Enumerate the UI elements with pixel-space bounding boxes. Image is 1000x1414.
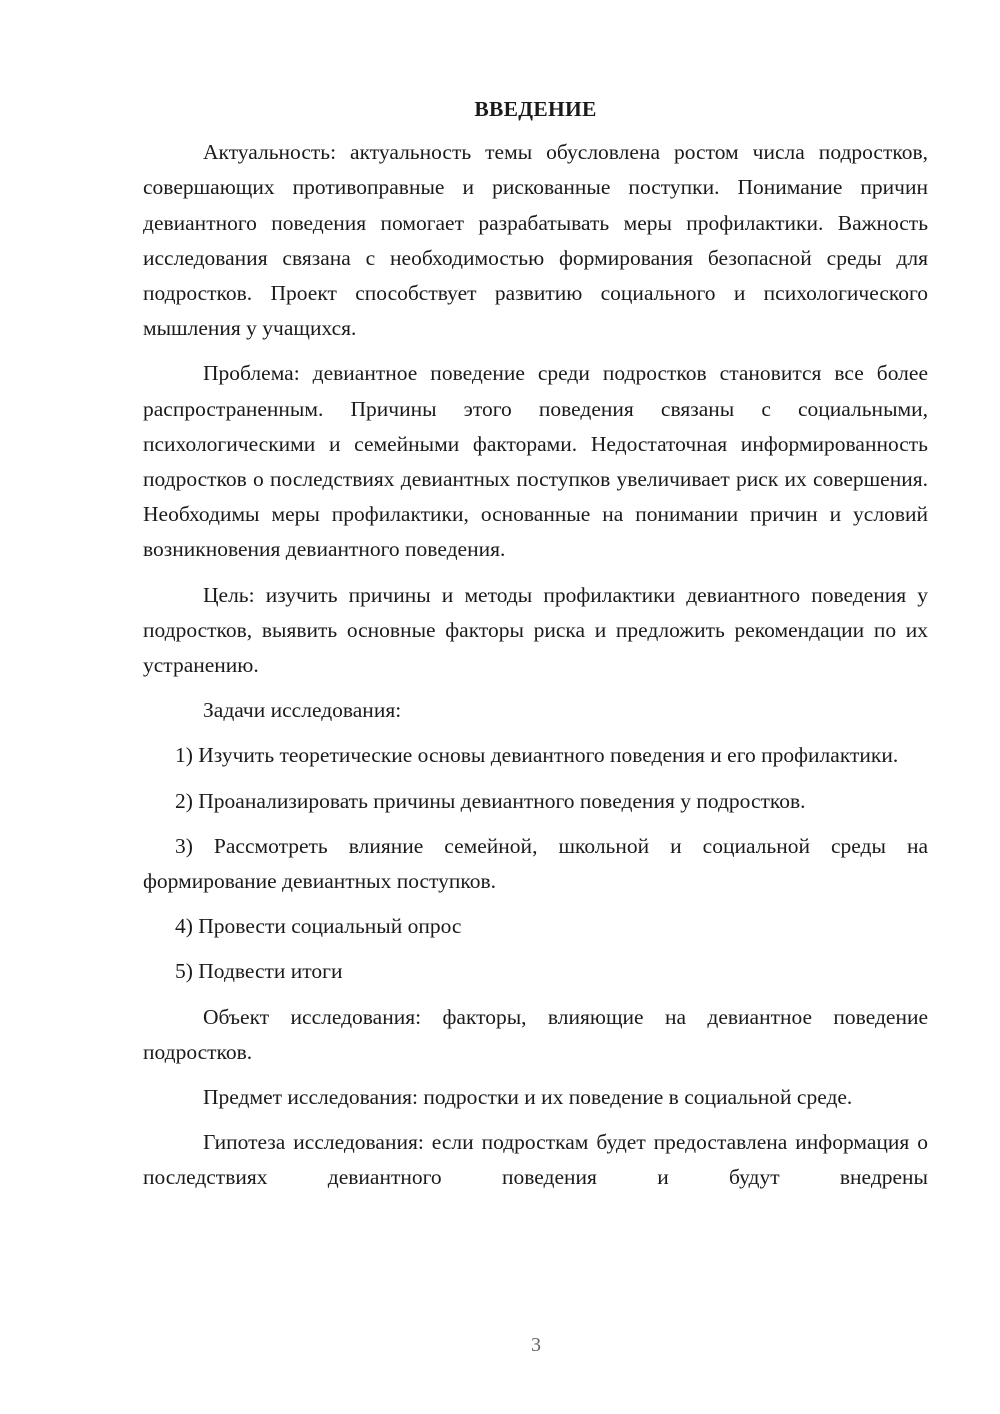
tasks-title: Задачи исследования: — [203, 698, 402, 723]
task-item-4: 4) Провести социальный опрос — [175, 914, 462, 939]
subject-paragraph: Предмет исследования: подростки и их поведение в социальной среде. — [203, 1085, 853, 1110]
task-item-2: 2) Проанализировать причины девиантного поведения у подростков. — [175, 788, 806, 813]
page-number: 3 — [531, 1334, 541, 1356]
task-item-3: 3) Рассмотреть влияние семейной, школьной и социальной среды на формирование девиантных поступков. — [143, 833, 928, 894]
document-page — [143, 92, 928, 1206]
task-item-5: 5) Подвести итоги — [175, 959, 343, 984]
goal-paragraph: Цель: изучить причины и методы профилактики девиантного поведения у подростков, выявить основные факторы риска и предложить рекомендации по их устранению. — [143, 582, 928, 678]
task-item-1: 1) Изучить теоретические основы девиантного поведения и его профилактики. — [175, 743, 899, 768]
hypothesis-paragraph: Гипотеза исследования: если подросткам будет предоставлена информация о последствиях девиантного поведения и будут внедрены — [143, 1130, 928, 1190]
problem-paragraph: Проблема: девиантное поведение среди подростков становится все более распространенным. Причины этого поведения связаны с социальными, психологическими и семейными факторами. Недостаточная информированность подростков о последствиях девиантных поступков увеличивает риск их совершения. Необходимы меры профилактики, основанные на понимании причин и условий возникновения девиантного поведения. — [143, 361, 928, 562]
object-paragraph: Объект исследования: факторы, влияющие на девиантное поведение подростков. — [143, 1004, 928, 1064]
relevance-paragraph: Актуальность: актуальность темы обусловлена ростом числа подростков, совершающих противоправные и рискованные поступки. Понимание причин девиантного поведения помогает разрабатывать меры профилактики. Важность исследования связана с необходимостью формирования безопасной среды для подростков. Проект способствует развитию социального и психологического мышления у учащихся. — [143, 140, 928, 341]
section-heading: ВВЕДЕНИЕ — [474, 97, 597, 121]
